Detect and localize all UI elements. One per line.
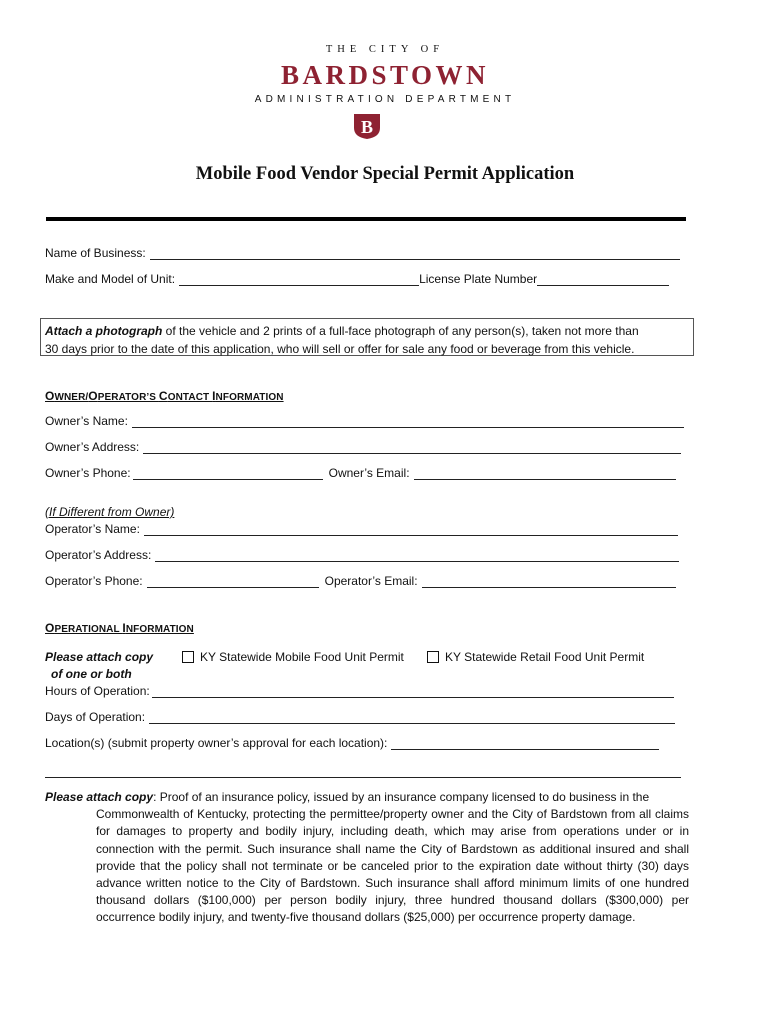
insurance-paragraph: Please attach copy: Proof of an insurance policy, issued by an insurance company licensed to do business in the Commonwealth of Kentucky, protecting the permittee/property owner and the City of Bardstown from all claims for damages to property and bodily injury, including death, which may arise from operations under or in connection with the permit. Such insurance shall name the City of Bardstown as additional insured and shall provide that the policy shall not terminate or be canceled prior to the expiration date without thirty (30) days advance written notice to the City of Bardstown. Such insurance shall afford minimum limits of one hundred thousand dollars ($100,000) per person bodily injury, three hundred thousand dollars ($300,000) per occurrence bodily injury, and twenty-five thousand dollars ($25,000) per occurrence property damage. xyxy=(45,789,689,927)
logo-top-line: THE CITY OF xyxy=(325,44,445,55)
days-field[interactable] xyxy=(149,711,675,724)
operator-phone-label: Operator’s Phone: xyxy=(45,574,143,588)
hours-label: Hours of Operation: xyxy=(45,684,150,698)
owner-section-heading: OWNER/OPERATOR’S CONTACT INFORMATION xyxy=(45,389,284,403)
locations-continuation-line[interactable] xyxy=(45,777,681,778)
city-badge-icon xyxy=(352,112,382,140)
owner-phone-label: Owner’s Phone: xyxy=(45,466,131,480)
badge-letter: B xyxy=(360,117,374,137)
business-name-field[interactable] xyxy=(150,247,680,260)
insurance-line1: Proof of an insurance policy, issued by an insurance company licensed to do business in the xyxy=(159,790,650,804)
hours-field[interactable] xyxy=(152,685,674,698)
permit-retail-label: KY Statewide Retail Food Unit Permit xyxy=(445,650,645,664)
owner-name-field[interactable] xyxy=(132,415,684,428)
owner-phone-row xyxy=(45,466,676,480)
operator-name-field[interactable] xyxy=(144,523,678,536)
operator-address-label: Operator’s Address: xyxy=(45,548,152,562)
permit-mobile-checkbox[interactable] xyxy=(182,651,194,663)
days-label: Days of Operation: xyxy=(45,710,146,724)
title-divider xyxy=(46,217,686,221)
page-title: Mobile Food Vendor Special Permit Application xyxy=(195,164,575,184)
locations-row xyxy=(45,736,659,750)
if-different-note: (If Different from Owner) xyxy=(45,505,175,519)
hours-row xyxy=(45,684,674,698)
owner-address-row xyxy=(45,440,681,454)
operator-email-field[interactable] xyxy=(422,575,676,588)
locations-label: Location(s) (submit property owner’s approval for each location): xyxy=(45,736,388,750)
insurance-lead: Please attach copy xyxy=(45,790,154,804)
owner-email-field[interactable] xyxy=(414,467,676,480)
license-plate-field[interactable] xyxy=(537,273,669,286)
locations-field[interactable] xyxy=(391,737,659,750)
operator-phone-field[interactable] xyxy=(147,575,319,588)
operator-name-label: Operator’s Name: xyxy=(45,522,140,536)
logo-city-name: BARDSTOWN xyxy=(280,60,490,90)
photo-notice-lead: Attach a photograph xyxy=(45,324,163,338)
photo-notice-text1: of the vehicle and 2 prints of a full-face photograph of any person(s), taken not more than xyxy=(162,324,639,338)
business-name-label: Name of Business: xyxy=(45,246,146,260)
photo-notice-box xyxy=(40,318,694,356)
permit-mobile-label: KY Statewide Mobile Food Unit Permit xyxy=(200,650,404,664)
license-plate-label: License Plate Number xyxy=(419,272,538,286)
permit-retail-option[interactable] xyxy=(427,650,644,664)
days-row xyxy=(45,710,675,724)
logo-department: ADMINISTRATION DEPARTMENT xyxy=(254,94,516,105)
owner-name-label: Owner’s Name: xyxy=(45,414,128,428)
make-model-field[interactable] xyxy=(179,273,419,286)
owner-email-label: Owner’s Email: xyxy=(328,466,410,480)
attach-copy-note-2: of one or both xyxy=(51,667,132,681)
permit-retail-checkbox[interactable] xyxy=(427,651,439,663)
owner-phone-field[interactable] xyxy=(133,467,323,480)
insurance-text: Commonwealth of Kentucky, protecting the permittee/property owner and the City of Bardstown from all claims for damages to property and bodily injury, including death, which may arise from operations under or in connection with the permit. Such insurance shall name the City of Bardstown as additional insured and shall provide that the policy shall not terminate or be canceled prior to the expiration date without thirty (30) days advance written notice to the City of Bardstown. Such insurance shall afford minimum limits of one hundred thousand dollars ($100,000) per person bodily injury, three hundred thousand dollars ($300,000) per occurrence bodily injury, and twenty-five thousand dollars ($25,000) per occurrence property damage. xyxy=(96,807,689,925)
operator-address-field[interactable] xyxy=(155,549,679,562)
operator-address-row xyxy=(45,548,679,562)
owner-address-label: Owner’s Address: xyxy=(45,440,140,454)
owner-address-field[interactable] xyxy=(143,441,681,454)
make-model-label: Make and Model of Unit: xyxy=(45,272,176,286)
operational-section-heading: OPERATIONAL INFORMATION xyxy=(45,621,194,635)
operator-name-row xyxy=(45,522,678,536)
business-name-row xyxy=(45,246,680,260)
operator-phone-row xyxy=(45,574,676,588)
attach-copy-note: Please attach copy xyxy=(45,650,154,664)
make-model-row xyxy=(45,272,669,286)
photo-notice-text2: 30 days prior to the date of this application, who will sell or offer for sale any food or beverage from this vehicle. xyxy=(45,342,635,356)
owner-name-row xyxy=(45,414,684,428)
permit-mobile-option[interactable] xyxy=(182,650,404,664)
operator-email-label: Operator’s Email: xyxy=(324,574,418,588)
